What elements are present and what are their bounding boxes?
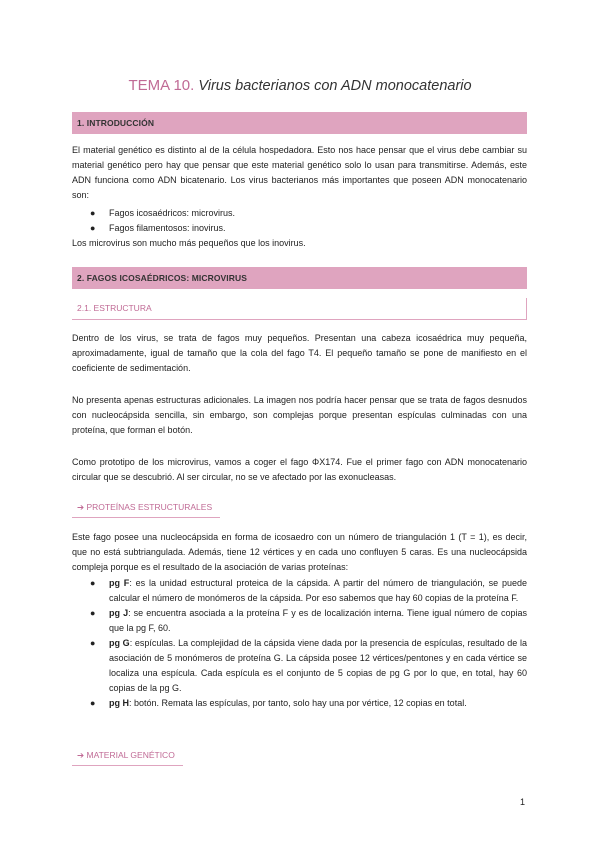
title-subtitle: Virus bacterianos con ADN monocatenario xyxy=(198,78,472,94)
proteinas-list xyxy=(72,576,527,711)
intro-list xyxy=(72,206,527,236)
title-number: TEMA 10. xyxy=(128,77,195,94)
protein-description: : es la unidad estructural proteica de la cápsida. A partir del número de triangulación, se puede calcular el número de monómeros de la cápsida. Por eso sabemos que hay 60 copias de la proteína F. xyxy=(109,578,528,603)
list-item-text: Fagos filamentosos: inovirus. xyxy=(109,223,226,233)
protein-label: pg F xyxy=(109,578,130,588)
section-heading-microvirus: 2. FAGOS ICOSAÉDRICOS: MICROVIRUS xyxy=(72,267,527,289)
bullet-icon: ● xyxy=(90,208,96,218)
page-number: 1 xyxy=(520,797,526,807)
protein-description: : botón. Remata las espículas, por tanto, solo hay una por vértice, 12 copias en total. xyxy=(129,698,467,708)
list-item xyxy=(72,636,527,696)
subsection-heading-estructura: 2.1. ESTRUCTURA xyxy=(72,298,527,320)
bullet-icon: ● xyxy=(90,578,96,588)
estructura-paragraph-2: No presenta apenas estructuras adicionales. La imagen nos podría hacer pensar que se trata de fagos desnudos con nucleocápsida sencilla, sin embargo, son complejas porque presentan espículas culminadas con una proteína, que forman el botón. xyxy=(72,395,527,435)
intro-closing-text: Los microvirus son mucho más pequeños que los inovirus. xyxy=(72,238,306,248)
estructura-paragraph-1: Dentro de los virus, se trata de fagos muy pequeños. Presentan una cabeza icosaédrica muy pequeña, aproximadamente, igual de tamaño que la cola del fago T4. El pequeño tamaño se pone de manifiesto en el coeficiente de sedimentación. xyxy=(72,333,527,373)
protein-description: : espículas. La complejidad de la cápsida viene dada por la presencia de espículas, resultado de la asociación de 5 monómeros de proteína G. La cápsida posee 12 vértices/pentones y en cada vértice se localiza una espícula. Cada espícula es el conjunto de 5 copias de pg G por lo que, en total, hay 60 copias de la pg G. xyxy=(109,638,527,693)
protein-label: pg H xyxy=(109,698,129,708)
estructura-paragraph-3: Como prototipo de los microvirus, vamos a coger el fago ΦX174. Fue el primer fago con ADN monocatenario circular que se descubrió. Al ser circular, no se ve afectado por las exonucleasas. xyxy=(72,457,527,482)
protein-description: : se encuentra asociada a la proteína F y es de localización interna. Tiene igual número de copias que la pg F, 60. xyxy=(109,608,527,633)
protein-label: pg G xyxy=(109,638,130,648)
intro-paragraph: El material genético es distinto al de la célula hospedadora. Esto nos hace pensar que el virus debe cambiar su material genético pero hay que pensar que este material genético solo lo usan para transmitirse. Además, este ADN funciona como ADN bicatenario. Los virus bacterianos más importantes que poseen ADN monocatenario son: xyxy=(72,145,527,200)
page-title xyxy=(0,77,600,94)
list-item xyxy=(72,606,527,636)
section-heading-introduccion: 1. INTRODUCCIÓN xyxy=(72,112,527,134)
protein-label: pg J xyxy=(109,608,129,618)
list-item-text: Fagos icosaédricos: microvirus. xyxy=(109,208,236,218)
bullet-icon: ● xyxy=(90,608,96,618)
heading-material-genetico: ➔ MATERIAL GENÉTICO xyxy=(72,750,183,766)
bullet-icon: ● xyxy=(90,638,96,648)
list-item xyxy=(72,696,527,711)
list-item xyxy=(72,206,527,221)
bullet-icon: ● xyxy=(90,223,96,233)
proteinas-paragraph: Este fago posee una nucleocápsida en forma de icosaedro con un número de triangulación 1 (T = 1), es decir, que no está subtriangulada. Además, tiene 12 vértices y en cada uno confluyen 5 caras. Es una nucleocápsida compleja porque es el resultado de la asociación de varias proteínas: xyxy=(72,532,527,572)
list-item xyxy=(72,576,527,606)
list-item xyxy=(72,221,527,236)
bullet-icon: ● xyxy=(90,698,96,708)
heading-proteinas-estructurales: ➔ PROTEÍNAS ESTRUCTURALES xyxy=(72,502,220,518)
